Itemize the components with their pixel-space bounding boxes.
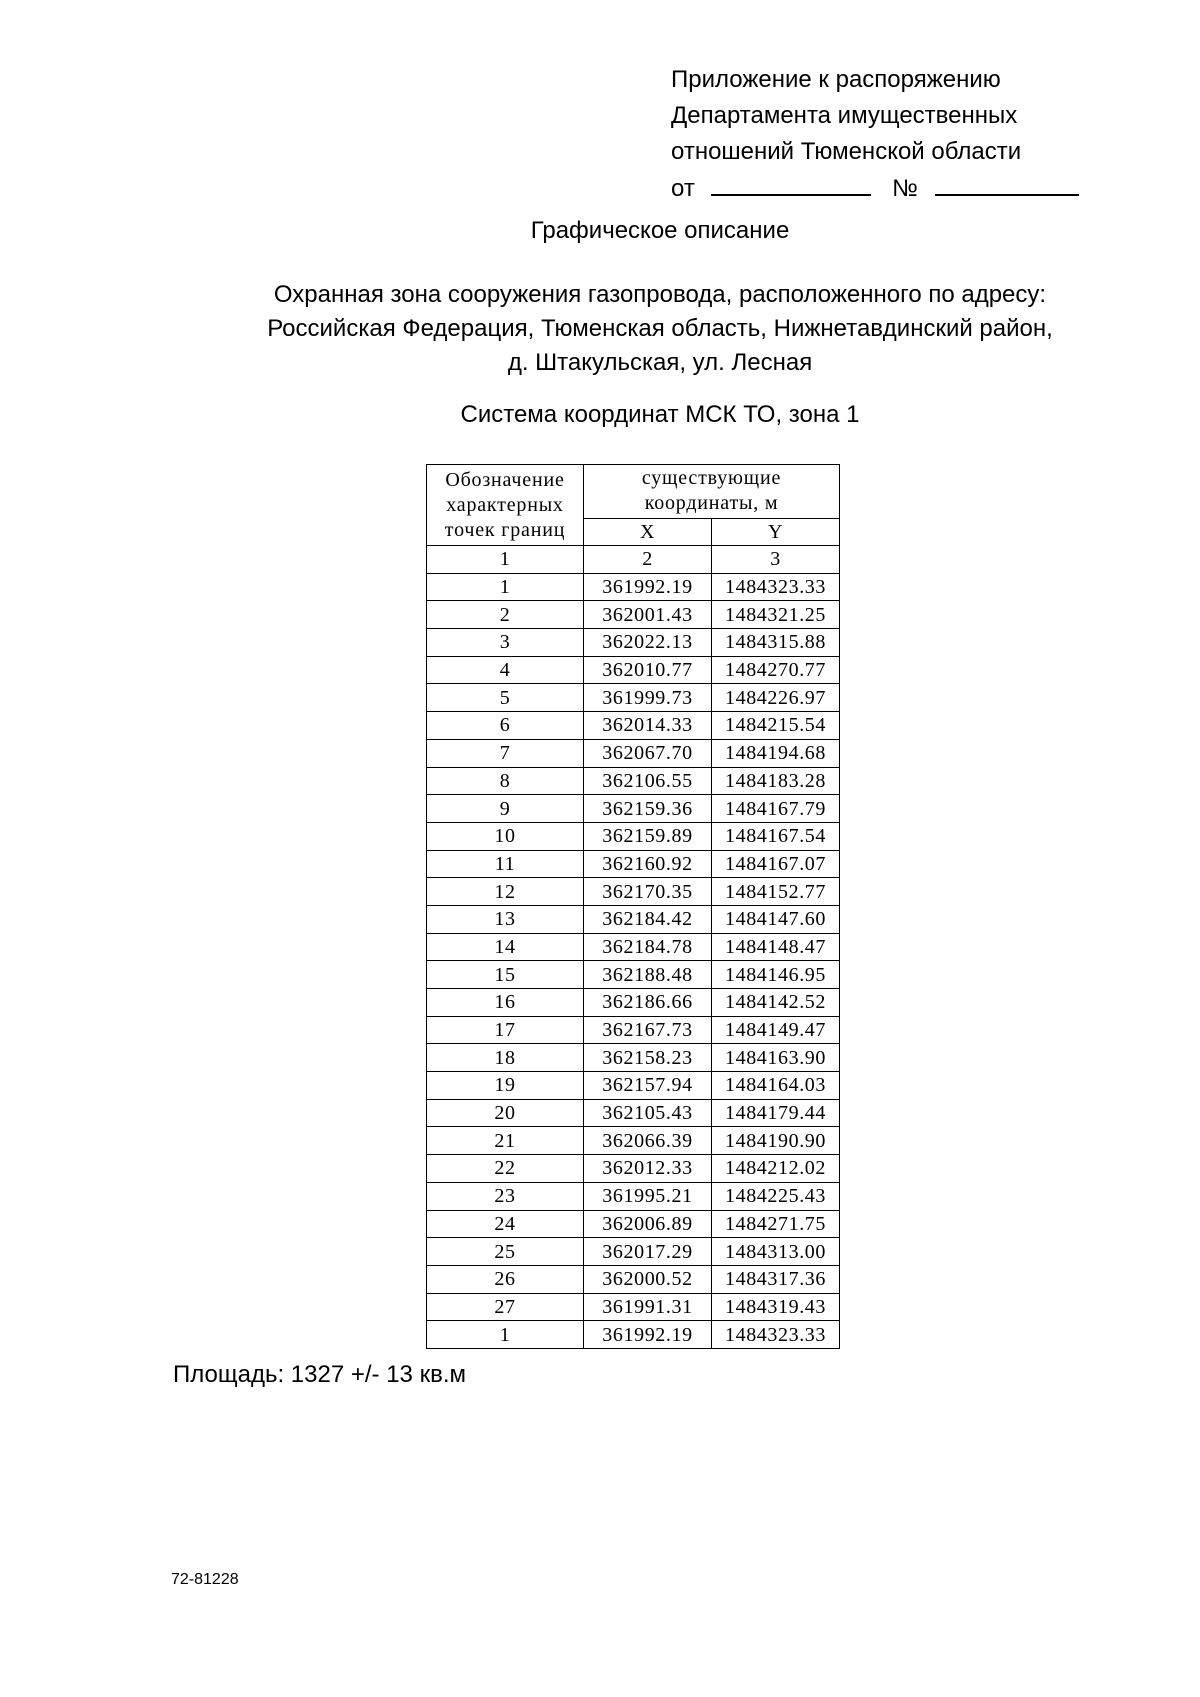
x-coordinate-cell: 362022.13 (584, 629, 712, 657)
y-coordinate-cell: 1484164.03 (712, 1072, 840, 1100)
table-row (427, 1044, 840, 1072)
header-points-line-1: Обозначение (445, 468, 565, 491)
table-row (427, 1321, 840, 1349)
point-number-cell: 3 (427, 629, 584, 657)
appendix-date-number-line (671, 170, 1079, 207)
y-coordinate-cell: 1484142.52 (712, 989, 840, 1017)
y-coordinate-cell: 1484149.47 (712, 1016, 840, 1044)
table-row (427, 1265, 840, 1293)
y-coordinate-cell: 1484194.68 (712, 739, 840, 767)
y-coordinate-cell: 1484167.54 (712, 822, 840, 850)
object-line-2: Российская Федерация, Тюменская область, Нижнетавдинский район, (267, 315, 1053, 342)
point-number-cell: 27 (427, 1293, 584, 1321)
point-number-cell: 2 (427, 601, 584, 629)
table-row (427, 989, 840, 1017)
x-coordinate-cell: 361999.73 (584, 684, 712, 712)
number-blank-line (935, 170, 1079, 196)
point-number-cell: 25 (427, 1238, 584, 1266)
point-number-cell: 1 (427, 573, 584, 601)
table-row (427, 1210, 840, 1238)
table-row (427, 739, 840, 767)
x-coordinate-cell: 362167.73 (584, 1016, 712, 1044)
column-number-cell: 1 (427, 546, 584, 574)
point-number-cell: 13 (427, 905, 584, 933)
y-coordinate-cell: 1484147.60 (712, 905, 840, 933)
x-coordinate-cell: 362000.52 (584, 1265, 712, 1293)
x-coordinate-cell: 362184.78 (584, 933, 712, 961)
y-coordinate-cell: 1484271.75 (712, 1210, 840, 1238)
appendix-line-2: Департамента имущественных (671, 102, 1018, 129)
x-coordinate-cell: 362014.33 (584, 712, 712, 740)
object-line-3: д. Штакульская, ул. Лесная (507, 349, 813, 376)
header-points-cell (427, 465, 584, 546)
table-column-number-row (427, 546, 840, 574)
x-coordinate-cell: 362017.29 (584, 1238, 712, 1266)
point-number-cell: 12 (427, 878, 584, 906)
table-row (427, 656, 840, 684)
y-coordinate-cell: 1484179.44 (712, 1099, 840, 1127)
object-description (0, 278, 1200, 380)
table-row (427, 1182, 840, 1210)
header-coords-line-2: координаты, м (644, 492, 779, 515)
table-row (427, 629, 840, 657)
table-row (427, 1016, 840, 1044)
point-number-cell: 11 (427, 850, 584, 878)
appendix-header (671, 62, 1079, 207)
table-row (427, 573, 840, 601)
point-number-cell: 21 (427, 1127, 584, 1155)
point-number-cell: 9 (427, 795, 584, 823)
point-number-cell: 5 (427, 684, 584, 712)
table-row (427, 712, 840, 740)
x-coordinate-cell: 362170.35 (584, 878, 712, 906)
x-coordinate-cell: 361995.21 (584, 1182, 712, 1210)
point-number-cell: 1 (427, 1321, 584, 1349)
header-points-line-3: точек границ (444, 518, 566, 541)
table-row (427, 961, 840, 989)
table-row (427, 1127, 840, 1155)
x-coordinate-cell: 362186.66 (584, 989, 712, 1017)
header-coords-line-1: существующие (641, 467, 782, 490)
y-coordinate-cell: 1484146.95 (712, 961, 840, 989)
table-row (427, 822, 840, 850)
x-coordinate-cell: 362067.70 (584, 739, 712, 767)
table-row (427, 1155, 840, 1183)
x-coordinate-cell: 362012.33 (584, 1155, 712, 1183)
object-line-1: Охранная зона сооружения газопровода, расположенного по адресу: (273, 281, 1047, 308)
table-row (427, 767, 840, 795)
date-blank-line (711, 170, 871, 196)
point-number-cell: 7 (427, 739, 584, 767)
table-row (427, 601, 840, 629)
y-coordinate-cell: 1484270.77 (712, 656, 840, 684)
x-coordinate-cell: 362106.55 (584, 767, 712, 795)
coordinate-system: Система координат МСК ТО, зона 1 (460, 401, 860, 428)
point-number-cell: 26 (427, 1265, 584, 1293)
y-coordinate-cell: 1484167.07 (712, 850, 840, 878)
date-prefix: от (671, 175, 695, 202)
document-number: 72-81228 (171, 1571, 239, 1588)
table-row (427, 1099, 840, 1127)
point-number-cell: 18 (427, 1044, 584, 1072)
x-coordinate-cell: 362159.89 (584, 822, 712, 850)
header-coords-cell (584, 465, 840, 519)
table-row (427, 1238, 840, 1266)
y-coordinate-cell: 1484225.43 (712, 1182, 840, 1210)
point-number-cell: 20 (427, 1099, 584, 1127)
y-coordinate-cell: 1484167.79 (712, 795, 840, 823)
table-header-row (427, 465, 840, 519)
point-number-cell: 6 (427, 712, 584, 740)
y-coordinate-cell: 1484212.02 (712, 1155, 840, 1183)
x-coordinate-cell: 362010.77 (584, 656, 712, 684)
x-coordinate-cell: 362160.92 (584, 850, 712, 878)
x-coordinate-cell: 362188.48 (584, 961, 712, 989)
x-coordinate-cell: 362158.23 (584, 1044, 712, 1072)
point-number-cell: 10 (427, 822, 584, 850)
y-coordinate-cell: 1484152.77 (712, 878, 840, 906)
point-number-cell: 14 (427, 933, 584, 961)
x-coordinate-cell: 362006.89 (584, 1210, 712, 1238)
y-coordinate-cell: 1484226.97 (712, 684, 840, 712)
x-coordinate-cell: 361992.19 (584, 1321, 712, 1349)
table-row (427, 1072, 840, 1100)
y-coordinate-cell: 1484321.25 (712, 601, 840, 629)
table-row (427, 684, 840, 712)
y-coordinate-cell: 1484190.90 (712, 1127, 840, 1155)
point-number-cell: 19 (427, 1072, 584, 1100)
y-coordinate-cell: 1484148.47 (712, 933, 840, 961)
appendix-line-1: Приложение к распоряжению (671, 66, 1001, 93)
x-coordinate-cell: 361992.19 (584, 573, 712, 601)
coordinates-table (426, 464, 840, 1349)
y-coordinate-cell: 1484183.28 (712, 767, 840, 795)
y-coordinate-cell: 1484315.88 (712, 629, 840, 657)
x-coordinate-cell: 362184.42 (584, 905, 712, 933)
x-coordinate-cell: 362157.94 (584, 1072, 712, 1100)
x-coordinate-cell: 362105.43 (584, 1099, 712, 1127)
y-coordinate-cell: 1484323.33 (712, 1321, 840, 1349)
point-number-cell: 23 (427, 1182, 584, 1210)
x-coordinate-cell: 362066.39 (584, 1127, 712, 1155)
column-number-cell: 3 (712, 546, 840, 574)
header-points-line-2: характерных (446, 493, 564, 516)
area-text: Площадь: 1327 +/- 13 кв.м (173, 1361, 466, 1388)
header-y-cell: Y (712, 518, 840, 545)
x-coordinate-cell: 361991.31 (584, 1293, 712, 1321)
table-row (427, 1293, 840, 1321)
header-x-cell: X (584, 518, 712, 545)
y-coordinate-cell: 1484215.54 (712, 712, 840, 740)
y-coordinate-cell: 1484313.00 (712, 1238, 840, 1266)
y-coordinate-cell: 1484319.43 (712, 1293, 840, 1321)
x-coordinate-cell: 362001.43 (584, 601, 712, 629)
table-row (427, 905, 840, 933)
column-number-cell: 2 (584, 546, 712, 574)
y-coordinate-cell: 1484317.36 (712, 1265, 840, 1293)
table-row (427, 795, 840, 823)
table-row (427, 878, 840, 906)
point-number-cell: 15 (427, 961, 584, 989)
point-number-cell: 22 (427, 1155, 584, 1183)
point-number-cell: 24 (427, 1210, 584, 1238)
document-title: Графическое описание (530, 217, 790, 244)
point-number-cell: 8 (427, 767, 584, 795)
number-sign: № (892, 175, 918, 202)
table-row (427, 850, 840, 878)
point-number-cell: 4 (427, 656, 584, 684)
y-coordinate-cell: 1484323.33 (712, 573, 840, 601)
table-row (427, 933, 840, 961)
y-coordinate-cell: 1484163.90 (712, 1044, 840, 1072)
point-number-cell: 17 (427, 1016, 584, 1044)
appendix-line-3: отношений Тюменской области (671, 138, 1022, 165)
point-number-cell: 16 (427, 989, 584, 1017)
x-coordinate-cell: 362159.36 (584, 795, 712, 823)
